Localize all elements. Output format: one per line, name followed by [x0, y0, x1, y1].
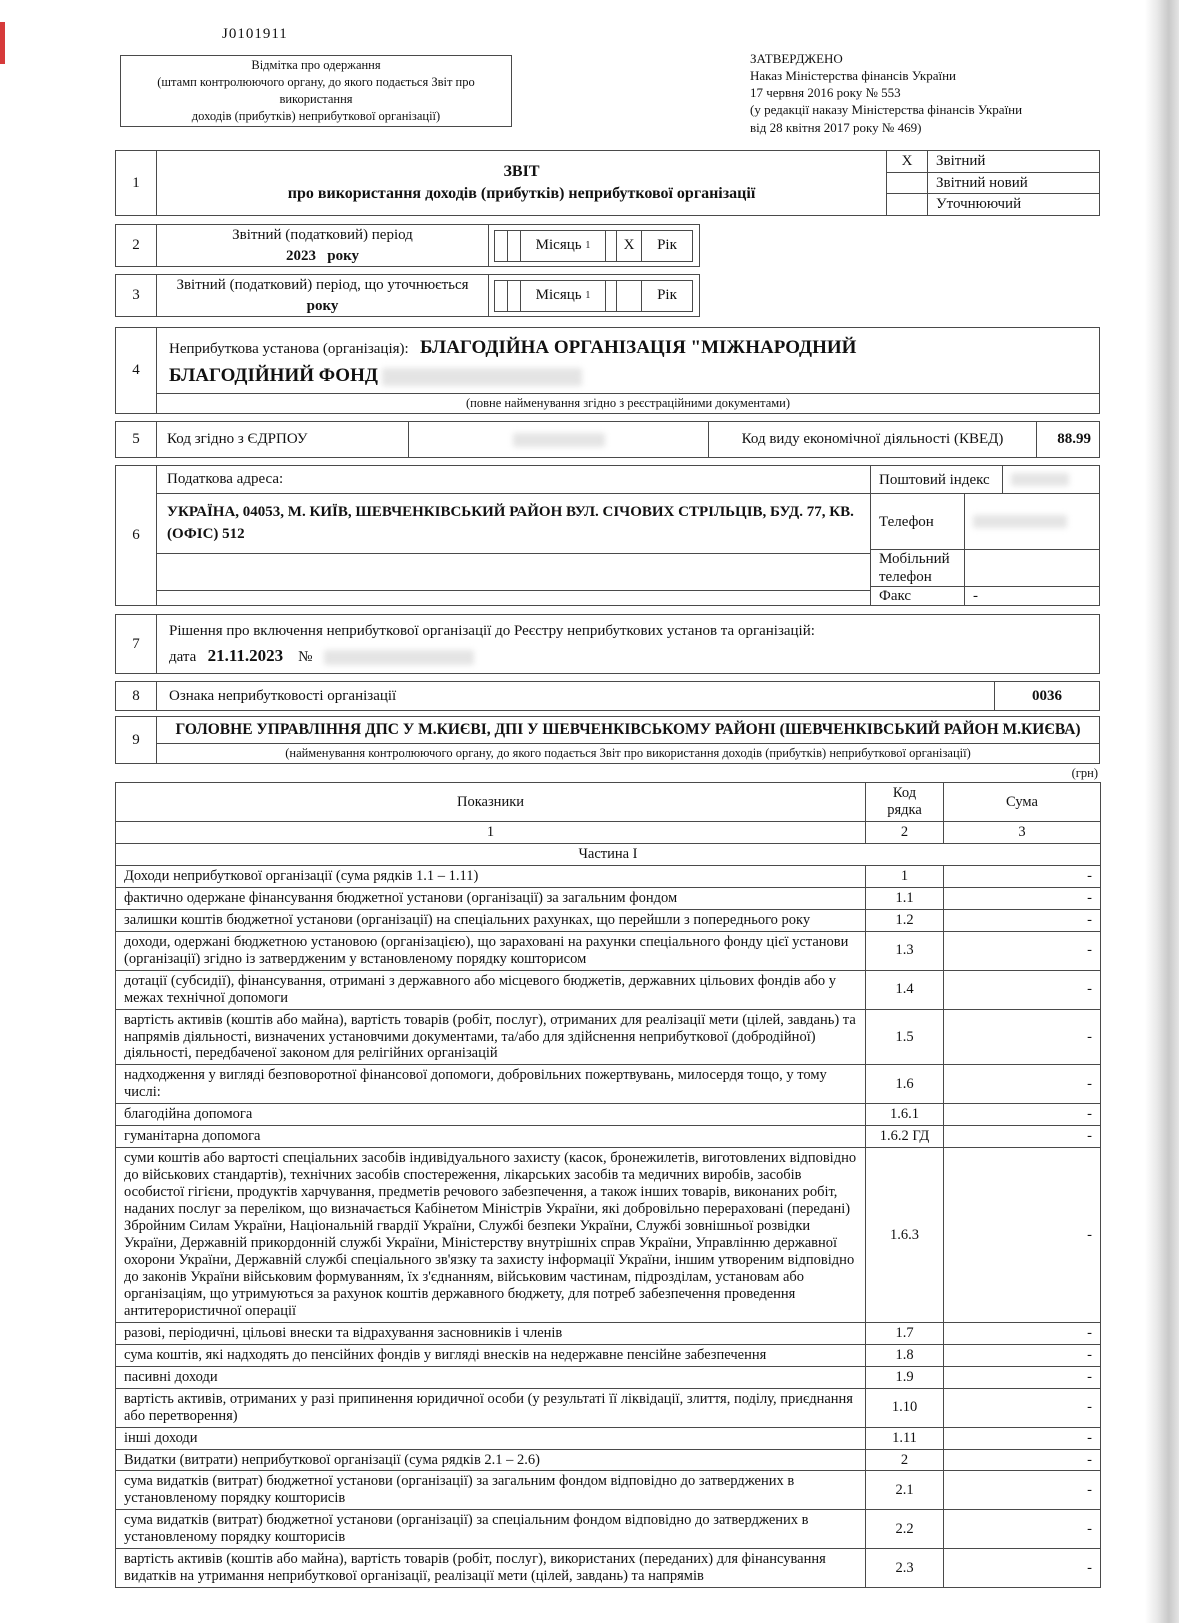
row-code: 1 [866, 865, 944, 887]
row-code: 1.6 [866, 1065, 944, 1104]
row-sum: - [944, 865, 1101, 887]
row-sum: - [944, 1148, 1101, 1323]
row-8-number: 8 [116, 682, 157, 710]
address-label: Податкова адреса: [157, 466, 870, 494]
row-sum: - [944, 1549, 1101, 1588]
org-name-part2: БЛАГОДІЙНИЙ ФОНД [169, 364, 378, 386]
address-value: УКРАЇНА, 04053, М. КИЇВ, ШЕВЧЕНКІВСЬКИЙ РАЙОН ВУЛ. СІЧОВИХ СТРІЛЬЦІВ, БУД. 77, КВ. (ОФІС) 512 [157, 494, 870, 554]
report-type-checkboxes [886, 151, 1099, 215]
row-6-number: 6 [116, 466, 157, 605]
approved-line-3: 17 червня 2016 року № 553 [750, 85, 901, 101]
report-title-line1: ЗВІТ [503, 162, 540, 180]
registry-date-label: дата [169, 648, 197, 665]
row-1-number: 1 [116, 151, 157, 215]
checkbox-zvitnyi[interactable]: X [887, 151, 928, 172]
fax-label: Факс [871, 587, 965, 605]
corr-month-digit-cell-2[interactable] [507, 280, 521, 312]
row-label: вартість активів, отриманих у разі припинення юридичної особи (у результаті її ліквідації, злиття, поділу, приєднання або перетворення) [116, 1388, 866, 1427]
fax-row [871, 587, 1099, 605]
col-number-3: 3 [944, 822, 1101, 844]
row-code: 2.1 [866, 1471, 944, 1510]
row-sum: - [944, 1009, 1101, 1065]
table-row [116, 865, 1101, 887]
report-table-body [116, 865, 1101, 1587]
row-code: 1.11 [866, 1427, 944, 1449]
row-code: 2 [866, 1449, 944, 1471]
approved-line-1: ЗАТВЕРДЖЕНО [750, 51, 843, 66]
month-digit-cell-2[interactable] [507, 230, 521, 262]
table-row [116, 909, 1101, 931]
row-code: 1.10 [866, 1388, 944, 1427]
phone-row [871, 494, 1099, 550]
row-sum: - [944, 1388, 1101, 1427]
mobile-row [871, 550, 1099, 587]
nonprofit-attribute-label: Ознака неприбутковості організації [169, 687, 397, 704]
row-sum: - [944, 1344, 1101, 1366]
corr-year-check-cell[interactable] [616, 280, 642, 312]
row-2-number: 2 [116, 225, 157, 266]
header-sum: Сума [944, 783, 1101, 822]
page-edge-shadow [1145, 0, 1179, 1623]
table-row [116, 931, 1101, 970]
postal-row [871, 466, 1099, 494]
report-table [115, 782, 1101, 1588]
currency-note: (грн) [1071, 766, 1098, 781]
row-sum: - [944, 1322, 1101, 1344]
row-sum: - [944, 887, 1101, 909]
nonprofit-attribute-value: 0036 [994, 682, 1099, 710]
row-5-number: 5 [116, 422, 157, 457]
stamp-box [120, 55, 512, 127]
period-label: Звітний (податковий) період [232, 227, 413, 244]
corr-month-footnote: 1 [585, 290, 591, 301]
part-title-row [116, 843, 1101, 865]
table-row [116, 1471, 1101, 1510]
registry-date-value: 21.11.2023 [207, 645, 284, 665]
row-label: благодійна допомога [116, 1104, 866, 1126]
corrected-period-year-word: року [306, 297, 339, 314]
period-year-word: року [327, 247, 360, 264]
table-row [116, 1104, 1101, 1126]
corrected-period-cells [489, 275, 699, 316]
table-row [116, 1366, 1101, 1388]
row-4-organization [115, 327, 1100, 414]
row-label: доходи, одержані бюджетною установою (організацією), що зараховані на рахунки спеціального фонду цієї установи (організації) згідно із затвердженим у встановленому порядку кошторисом [116, 931, 866, 970]
approved-line-4: (у редакції наказу Міністерства фінансів України [750, 102, 1023, 118]
authority-name: ГОЛОВНЕ УПРАВЛІННЯ ДПС У М.КИЄВІ, ДПІ У ШЕВЧЕНКІВСЬКОМУ РАЙОНІ (ШЕВЧЕНКІВСЬКИЙ РАЙОН М.КИЄВА) [175, 721, 1081, 739]
org-field-label: Неприбуткова установа (організація): [169, 341, 409, 357]
part-title: Частина I [116, 843, 1101, 865]
row-sum: - [944, 1366, 1101, 1388]
period-year: 2023 [285, 247, 316, 264]
row-5-codes [115, 421, 1100, 458]
row-label: Видатки (витрати) неприбуткової організації (сума рядків 2.1 – 2.6) [116, 1449, 866, 1471]
report-title-line2: про використання доходів (прибутків) неприбуткової організації [287, 185, 756, 202]
month-label: Місяць 1 [520, 230, 606, 262]
row-1-title [115, 150, 1100, 216]
phone-label: Телефон [871, 494, 965, 549]
row-label: сума коштів, які надходять до пенсійних фондів у вигляді внесків на недержавне пенсійне забезпечення [116, 1344, 866, 1366]
table-row [116, 887, 1101, 909]
checkbox-label-utochnyuyuchyi: Уточнюючий [936, 196, 1022, 213]
row-code: 1.9 [866, 1366, 944, 1388]
approval-note [750, 50, 1150, 136]
report-title [157, 151, 886, 215]
row-2-period [115, 224, 700, 267]
table-row [116, 1549, 1101, 1588]
postal-value-redacted [1011, 473, 1069, 486]
row-code: 1.1 [866, 887, 944, 909]
row-code: 1.6.3 [866, 1148, 944, 1323]
kved-label: Код виду економічної діяльності (КВЕД) [709, 422, 1037, 457]
row-label: фактично одержане фінансування бюджетної установи (організації) за загальним фондом [116, 887, 866, 909]
table-row [116, 1449, 1101, 1471]
row-code: 2.3 [866, 1549, 944, 1588]
row-label: разові, періодичні, цільові внески та відрахування засновників і членів [116, 1322, 866, 1344]
month-digit-cell-1[interactable] [494, 230, 508, 262]
col-number-2: 2 [866, 822, 944, 844]
edrpou-value-cell[interactable] [409, 422, 709, 457]
row-sum: - [944, 1126, 1101, 1148]
checkbox-row-utochnyuyuchyi [887, 194, 1099, 215]
row-9-number: 9 [116, 717, 157, 763]
row-label: сума видатків (витрат) бюджетної установи (організації) за спеціальним фондом відповідно до затверджених в установленому порядку кошторисів [116, 1510, 866, 1549]
row-label: дотації (субсидії), фінансування, отримані з державного або місцевого бюджетів, державних цільових фондів або у межах технічної допомоги [116, 970, 866, 1009]
org-name-redacted [382, 368, 582, 386]
corr-year-label: Рік [641, 280, 693, 312]
phone-value[interactable] [965, 494, 1099, 549]
row-label: Доходи неприбуткової організації (сума рядків 1.1 – 1.11) [116, 865, 866, 887]
phone-value-redacted [973, 515, 1067, 528]
row-sum: - [944, 1065, 1101, 1104]
edrpou-label: Код згідно з ЄДРПОУ [157, 422, 409, 457]
row-sum: - [944, 1471, 1101, 1510]
row-7-registry-decision [115, 614, 1100, 674]
approved-line-2: Наказ Міністерства фінансів України [750, 68, 956, 84]
mobile-label: Мобільний телефон [871, 550, 965, 586]
org-name-part1: БЛАГОДІЙНА ОРГАНІЗАЦІЯ "МІЖНАРОДНИЙ [419, 337, 857, 358]
stamp-line-1: Відмітка про одержання [251, 58, 381, 73]
checkbox-row-zvitnyi [887, 151, 1099, 173]
table-row [116, 1427, 1101, 1449]
period-cells [489, 225, 699, 266]
table-row [116, 1065, 1101, 1104]
checkbox-row-zvitnyi-novyi [887, 173, 1099, 195]
stamp-line-3: доходів (прибутків) неприбуткової організації) [191, 108, 441, 123]
form-code: J0101911 [222, 26, 288, 42]
header-indicators: Показники [116, 783, 866, 822]
registry-number-label: № [298, 648, 313, 665]
checkbox-zvitnyi-novyi[interactable] [887, 173, 928, 194]
table-row [116, 970, 1101, 1009]
document-header [0, 0, 1179, 135]
row-sum: - [944, 931, 1101, 970]
row-code: 1.4 [866, 970, 944, 1009]
approved-line-5: від 28 квітня 2017 року № 469) [750, 119, 922, 135]
kved-value: 88.99 [1057, 431, 1091, 448]
table-row [116, 1148, 1101, 1323]
table-row [116, 1322, 1101, 1344]
row-sum: - [944, 1104, 1101, 1126]
authority-caption: (найменування контролюючого органу, до якого подається Звіт про використання доходів (прибутків) неприбуткової організації) [157, 743, 1099, 763]
row-code: 1.6.2 ГД [866, 1126, 944, 1148]
table-header-row [116, 783, 1101, 822]
corr-month-label: Місяць 1 [520, 280, 606, 312]
row-8-nonprofit-attribute [115, 681, 1100, 711]
row-label: суми коштів або вартості спеціальних засобів індивідуального захисту (касок, бронежилетів, виготовлених відповідно до військових стандартів), технічних засобів спостереження, лікарських засобів та медичних виробів, засобів особистої гігієни, продуктів харчування, предметів речового забезпечення, а також інших товарів, виконаних робіт, наданих послуг за переліком, що визначається Кабінетом Міністрів України, які добровільно перераховані (передані) Збройним Силам України, Національній гвардії України, Службі безпеки України, Службі зовнішньої розвідки України, Державній прикордонній службі України, Міністерству внутрішніх справ України, Управлінню державної охорони України, Державній службі спеціального зв'язку та захисту інформації України, іншим утвореним відповідно до законів України військовим формуванням, їх з'єднанням, військовим частинам, підрозділам, установам або організаціям, що утримуються за рахунок коштів державного бюджету, для потреб забезпечення проведення антитерористичної операції [116, 1148, 866, 1323]
corrected-period-label: Звітний (податковий) період, що уточнюється [176, 277, 469, 294]
checkbox-utochnyuyuchyi[interactable] [887, 194, 928, 215]
row-code: 1.7 [866, 1322, 944, 1344]
registry-number-redacted [324, 650, 474, 665]
column-number-row [116, 822, 1101, 844]
registry-decision-text: Рішення про включення неприбуткової організації до Реєстру неприбуткових установ та організацій: [169, 623, 815, 640]
address-empty-row2 [157, 591, 870, 605]
col-number-1: 1 [116, 822, 866, 844]
postal-value[interactable] [1003, 466, 1099, 493]
checkbox-label-zvitnyi-novyi: Звітний новий [936, 174, 1028, 191]
row-code: 1.8 [866, 1344, 944, 1366]
edrpou-value-redacted [513, 433, 605, 447]
month-footnote: 1 [585, 240, 591, 251]
row-label: залишки коштів бюджетної установи (організації) на спеціальних рахунках, що перейшли з попереднього року [116, 909, 866, 931]
row-code: 1.2 [866, 909, 944, 931]
header-code: Код рядка [866, 783, 944, 822]
row-sum: - [944, 909, 1101, 931]
row-label: вартість активів (коштів або майна), вартість товарів (робіт, послуг), отриманих для реалізації мети (цілей, завдань) та напрямів діяльності, визначених установчими документами, та/або для здійснення неприбуткової (добродійної) діяльності, передбаченої законом для релігійних організацій [116, 1009, 866, 1065]
row-6-address [115, 465, 1100, 606]
row-sum: - [944, 970, 1101, 1009]
table-row [116, 1009, 1101, 1065]
checkbox-label-zvitnyi: Звітний [936, 152, 986, 169]
row-label: інші доходи [116, 1427, 866, 1449]
row-7-number: 7 [116, 615, 157, 673]
row-sum: - [944, 1427, 1101, 1449]
row-sum: - [944, 1449, 1101, 1471]
row-9-authority [115, 716, 1100, 764]
table-row [116, 1388, 1101, 1427]
row-sum: - [944, 1510, 1101, 1549]
corr-month-digit-cell-1[interactable] [494, 280, 508, 312]
table-row [116, 1126, 1101, 1148]
fax-value: - [973, 587, 978, 604]
row-code: 1.3 [866, 931, 944, 970]
row-code: 1.5 [866, 1009, 944, 1065]
table-row [116, 1510, 1101, 1549]
row-label: вартість активів (коштів або майна), вартість товарів (робіт, послуг), використаних (переданих) для фінансування видатків на утримання неприбуткової організації, реалізації мети (цілей, завдань) та напрямів [116, 1549, 866, 1588]
postal-label: Поштовий індекс [871, 466, 1003, 493]
row-3-corrected-period [115, 274, 700, 317]
row-label: гуманітарна допомога [116, 1126, 866, 1148]
org-name-caption: (повне найменування згідно з реєстраційними документами) [157, 393, 1099, 413]
row-code: 1.6.1 [866, 1104, 944, 1126]
row-3-number: 3 [116, 275, 157, 316]
row-4-number: 4 [116, 328, 157, 413]
mobile-value[interactable] [965, 550, 1099, 586]
year-label: Рік [641, 230, 693, 262]
table-row [116, 1344, 1101, 1366]
row-label: надходження у вигляді безповоротної фінансової допомоги, добровільних пожертвувань, милосердя тощо, у тому числі: [116, 1065, 866, 1104]
year-check-cell[interactable]: X [616, 230, 642, 262]
stamp-line-2: (штамп контролюючого органу, до якого подається Звіт про використання [157, 75, 475, 106]
address-empty-row [157, 554, 870, 591]
row-label: пасивні доходи [116, 1366, 866, 1388]
row-label: сума видатків (витрат) бюджетної установи (організації) за загальним фондом відповідно до затверджених в установленому порядку кошторисів [116, 1471, 866, 1510]
row-code: 2.2 [866, 1510, 944, 1549]
